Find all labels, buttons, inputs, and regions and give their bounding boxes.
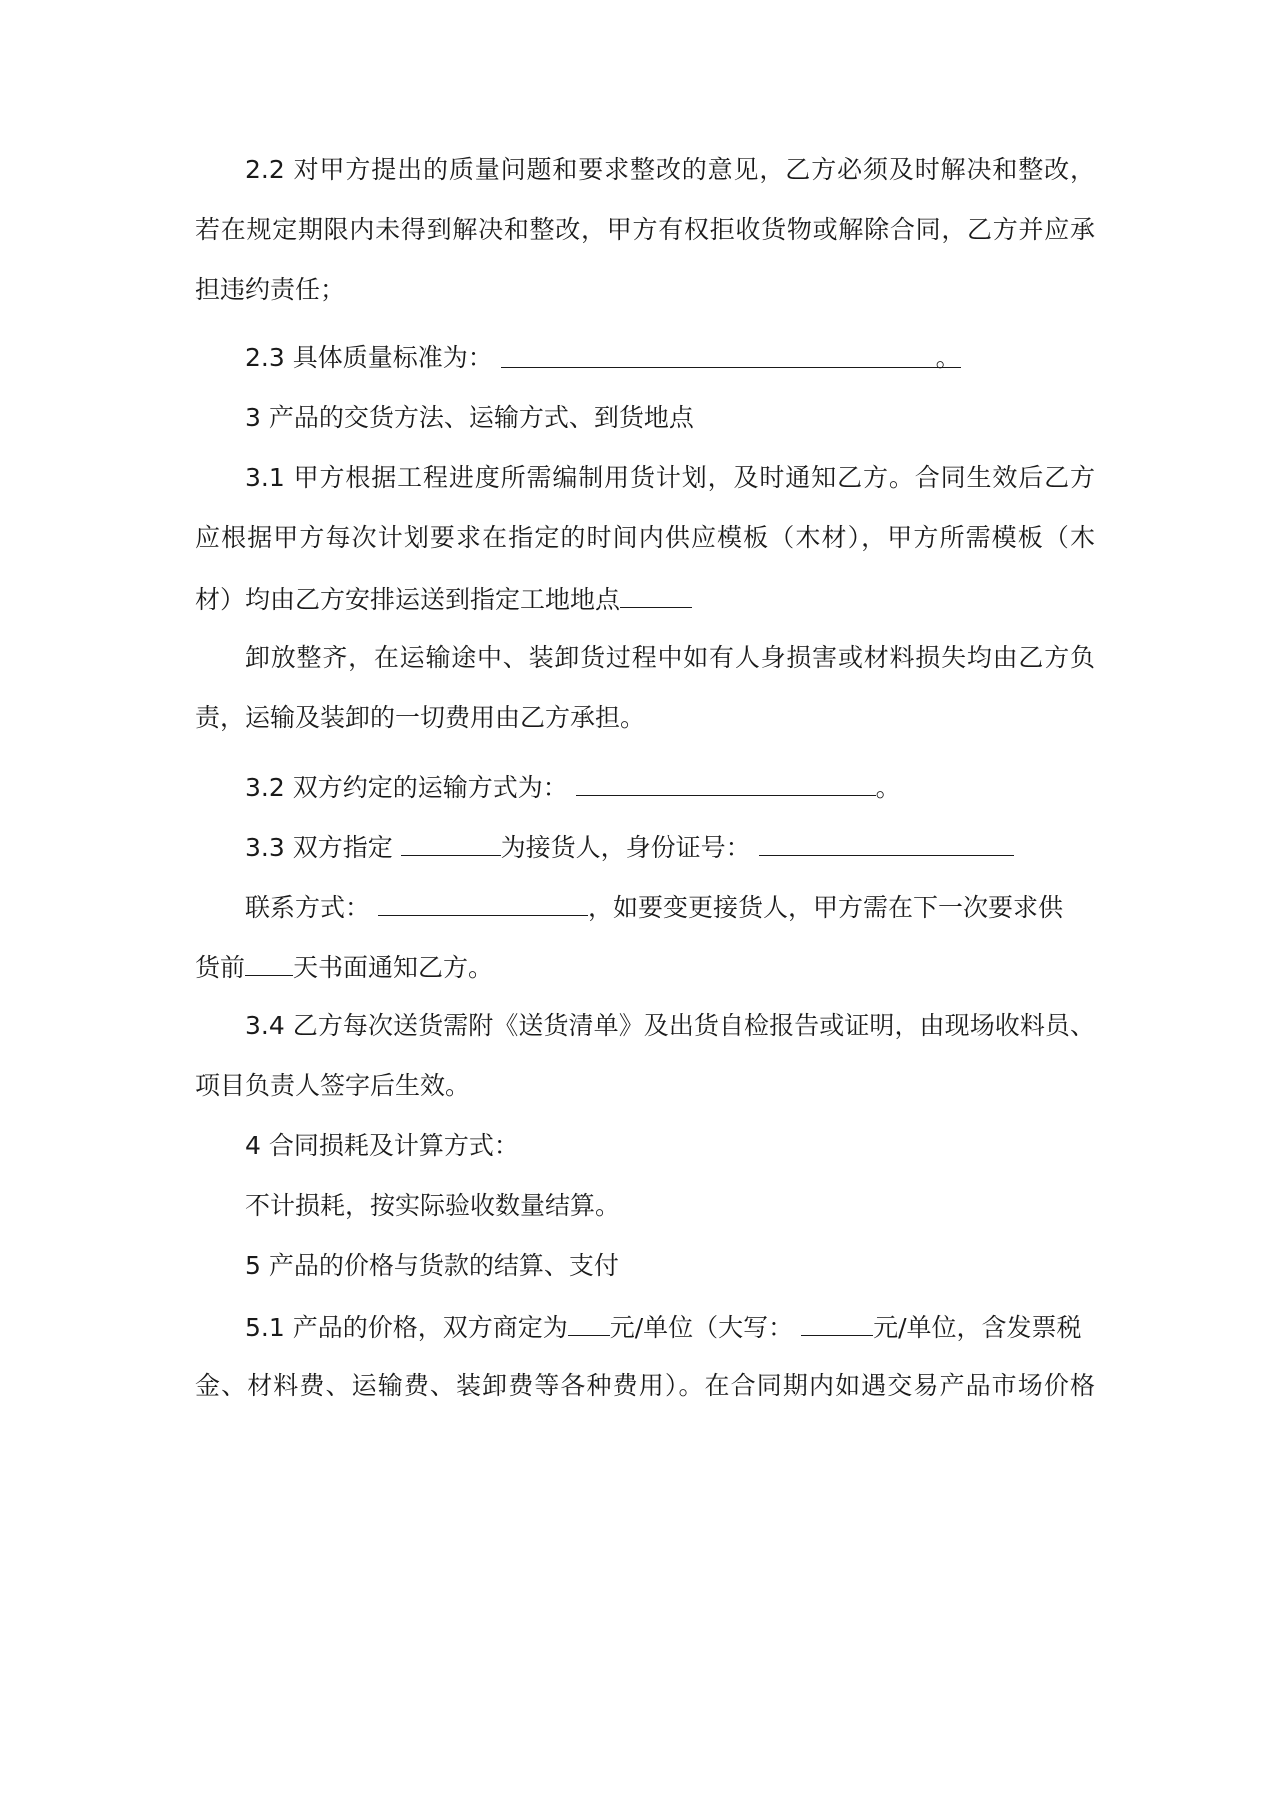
- price-blank[interactable]: [568, 1306, 610, 1336]
- section-heading: 5 产品的价格与货款的结算、支付: [245, 1251, 619, 1280]
- section-heading: 3 产品的交货方法、运输方式、到货地点: [245, 403, 694, 432]
- label-text: 为接货人，身份证号：: [500, 833, 751, 862]
- period-mark: 。: [935, 343, 961, 372]
- paragraph-line: 3.4 乙方每次送货需附《送货清单》及出货自检报告或证明，由现场收料员、: [245, 1011, 1095, 1040]
- transport-method-blank[interactable]: [576, 766, 876, 796]
- clause-3-3: [245, 826, 1095, 866]
- contact-line: [245, 886, 1095, 926]
- section-heading: 4 合同损耗及计算方式：: [245, 1131, 519, 1160]
- id-number-blank[interactable]: [759, 826, 1014, 856]
- label-text: 材）均由乙方安排运送到指定工地地点: [195, 585, 621, 614]
- paragraph-line: 若在规定期限内未得到解决和整改，甲方有权拒收货物或解除合同，乙方并应承: [195, 215, 1095, 244]
- paragraph-line: 不计损耗，按实际验收数量结算。: [245, 1191, 621, 1220]
- label-text: 货前: [195, 953, 246, 982]
- paragraph-line: 责，运输及装卸的一切费用由乙方承担。: [195, 703, 646, 732]
- paragraph-line: 卸放整齐，在运输途中、装卸货过程中如有人身损害或材料损失均由乙方负: [245, 643, 1095, 672]
- notice-line: [195, 946, 1095, 986]
- receiver-name-blank[interactable]: [401, 826, 501, 856]
- paragraph-line: 2.2 对甲方提出的质量问题和要求整改的意见，乙方必须及时解决和整改，: [245, 155, 1095, 184]
- label-text: 元/单位（大写：: [609, 1313, 794, 1342]
- clause-5-1: [245, 1306, 1095, 1346]
- label-text: 天书面通知乙方。: [293, 953, 494, 982]
- paragraph-line: 3.1 甲方根据工程进度所需编制用货计划，及时通知乙方。合同生效后乙方: [245, 463, 1095, 492]
- label-text: 2.3 具体质量标准为：: [245, 343, 493, 372]
- label-text: 联系方式：: [245, 893, 371, 922]
- paragraph-line: 项目负责人签字后生效。: [195, 1071, 471, 1100]
- days-blank[interactable]: [245, 946, 293, 976]
- label-text: 3.3 双方指定: [245, 833, 393, 862]
- paragraph-line: 担违约责任；: [195, 275, 346, 304]
- period-mark: 。: [875, 773, 901, 802]
- paragraph-line: 金、材料费、运输费、装卸费等各种费用）。在合同期内如遇交易产品市场价格: [195, 1371, 1095, 1400]
- price-words-blank[interactable]: [801, 1306, 873, 1336]
- contact-blank[interactable]: [378, 886, 588, 916]
- paragraph-line: [195, 578, 1095, 618]
- clause-3-2: [245, 766, 1095, 806]
- delivery-location-blank[interactable]: [620, 578, 692, 608]
- quality-standard-blank[interactable]: [501, 338, 961, 372]
- clause-2-3: [245, 338, 1095, 378]
- label-text: 5.1 产品的价格，双方商定为: [245, 1313, 568, 1342]
- paragraph-line: 应根据甲方每次计划要求在指定的时间内供应模板（木材），甲方所需模板（木: [195, 523, 1095, 552]
- label-text: 3.2 双方约定的运输方式为：: [245, 773, 568, 802]
- label-text: 元/单位，含发票税: [873, 1313, 1082, 1342]
- label-text: ，如要变更接货人，甲方需在下一次要求供: [587, 893, 1063, 922]
